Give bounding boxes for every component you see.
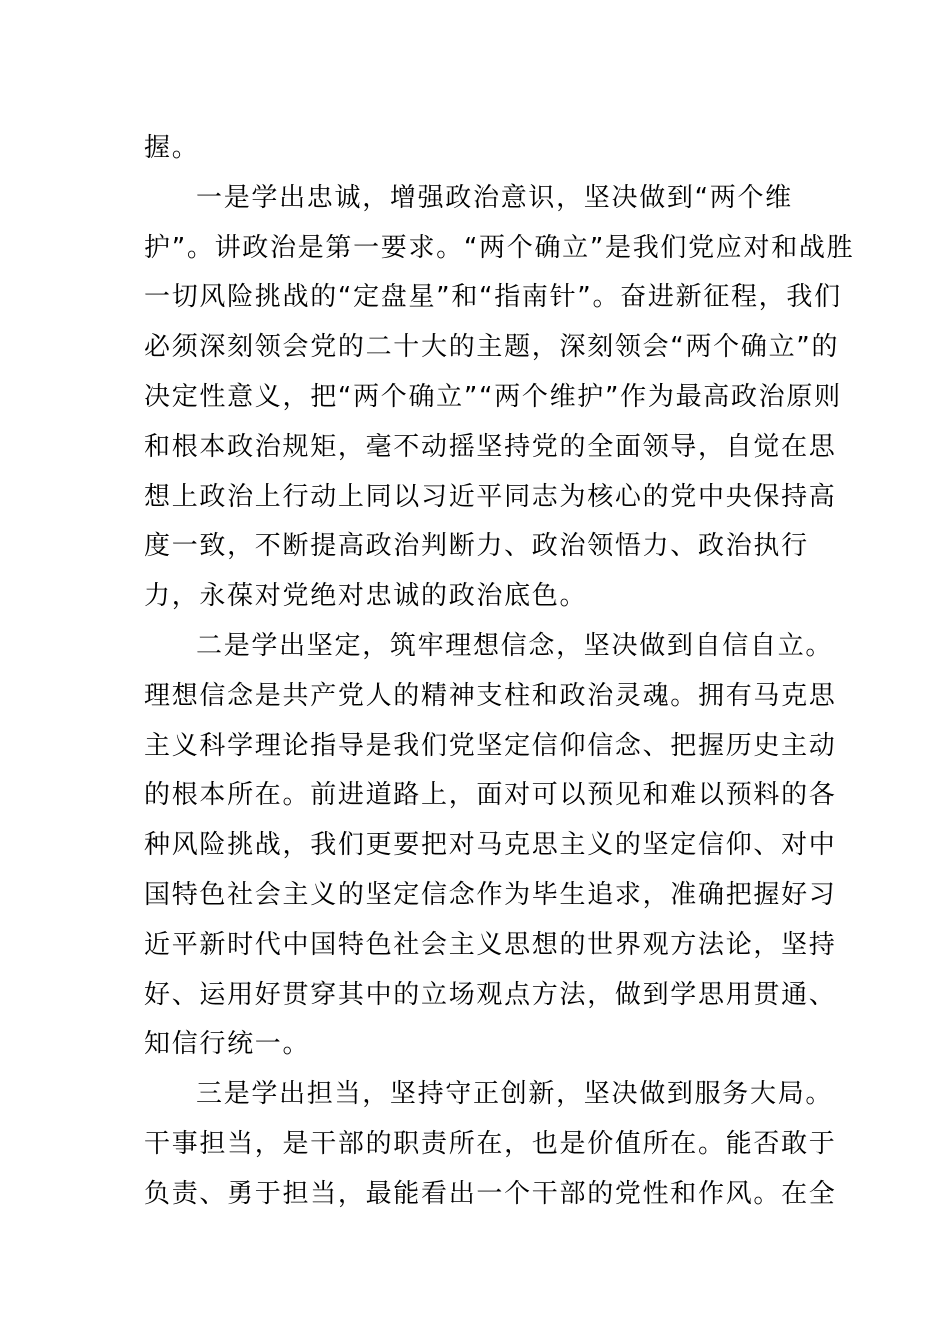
text-line: 国特色社会主义的坚定信念作为毕生追求，准确把握好习 <box>144 879 837 910</box>
text-line: 负责、勇于担当，最能看出一个干部的党性和作风。在全 <box>144 1178 837 1209</box>
text-line: 度一致，不断提高政治判断力、政治领悟力、政治执行 <box>144 531 809 562</box>
text-line: 握。 <box>144 133 200 163</box>
text-line: 决定性意义，把“两个确立”“两个维护”作为最高政治原则 <box>144 381 842 412</box>
text-line: 知信行统一。 <box>144 1029 311 1060</box>
paragraph-first-line: 二是学出坚定，筑牢理想信念，坚决做到自信自立。 <box>196 630 834 661</box>
text-line: 好、运用好贯穿其中的立场观点方法，做到学思用贯通、 <box>144 979 837 1010</box>
text-line: 种风险挑战，我们更要把对马克思主义的坚定信仰、对中 <box>144 830 837 861</box>
text-line: 的根本所在。前进道路上，面对可以预见和难以预料的各 <box>144 780 837 811</box>
text-line: 干事担当，是干部的职责所在，也是价值所在。能否敢于 <box>144 1128 837 1159</box>
text-line: 主义科学理论指导是我们党坚定信仰信念、把握历史主动 <box>144 730 837 761</box>
document-body <box>144 124 855 1220</box>
text-line: 想上政治上行动上同以习近平同志为核心的党中央保持高 <box>144 481 837 512</box>
text-line: 力，永葆对党绝对忠诚的政治底色。 <box>144 581 588 612</box>
text-line: 护”。讲政治是第一要求。“两个确立”是我们党应对和战胜 <box>144 232 855 263</box>
paragraph-first-line: 三是学出担当，坚持守正创新，坚决做到服务大局。 <box>196 1079 834 1110</box>
paragraph-first-line: 一是学出忠诚，增强政治意识，坚决做到“两个维 <box>196 182 793 213</box>
text-line: 必须深刻领会党的二十大的主题，深刻领会“两个确立”的 <box>144 332 840 363</box>
text-line: 理想信念是共产党人的精神支柱和政治灵魂。拥有马克思 <box>144 680 837 711</box>
text-line: 近平新时代中国特色社会主义思想的世界观方法论，坚持 <box>144 929 837 960</box>
text-line: 和根本政治规矩，毫不动摇坚持党的全面领导，自觉在思 <box>144 431 837 462</box>
text-line: 一切风险挑战的“定盘星”和“指南针”。奋进新征程，我们 <box>144 282 842 313</box>
